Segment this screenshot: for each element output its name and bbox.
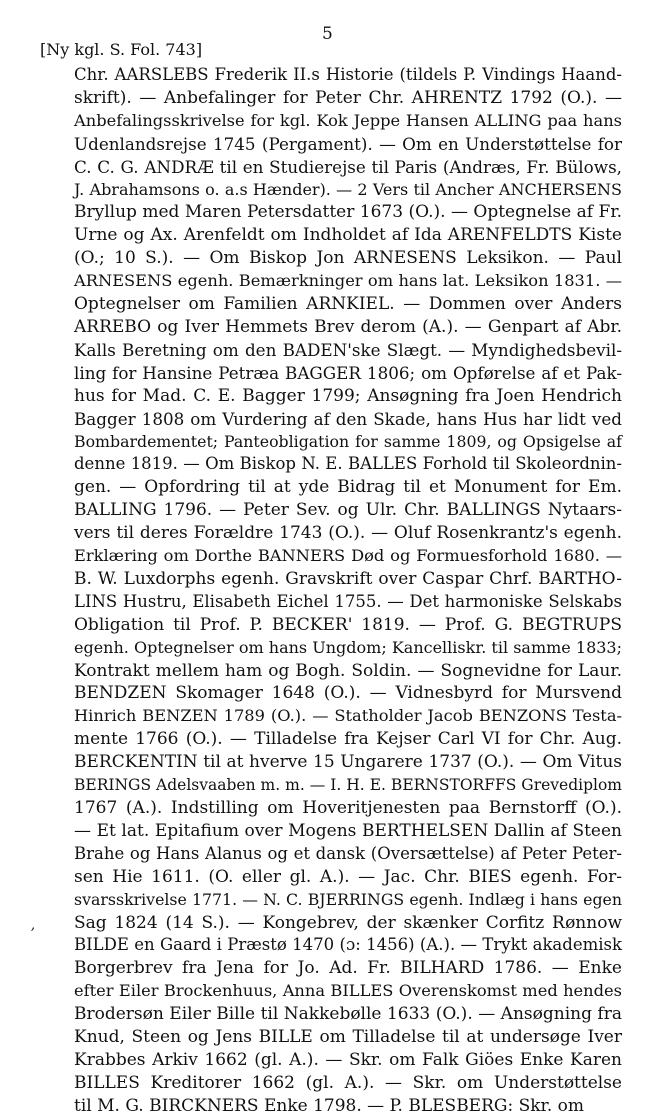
text-line: Bagger 1808 om Vurdering af den Skade, hans Hus har lidt ved (74, 408, 622, 429)
text-line: gen. — Opfordring til at yde Bidrag til et Monument for Em. (74, 477, 622, 498)
text-line: ARNESENS egenh. Bemærkninger om hans lat. Leksikon 1831. — (74, 271, 622, 291)
text-line: svarsskrivelse 1771. — N. C. BJERRINGS egenh. Indlæg i hans egen (74, 889, 622, 909)
text-line: Urne og Ax. Arenfeldt om Indholdet af Ida ARENFELDTS Kiste (74, 225, 622, 246)
text-line: sen Hie 1611. (O. eller gl. A.). — Jac. Chr. BIES egenh. For- (74, 866, 622, 887)
text-line: Anbefalingsskrivelse for kgl. Kok Jeppe Hansen ALLING paa hans (74, 110, 622, 130)
text-line: BERCKENTIN til at hverve 15 Ungarere 1737 (O.). — Om Vitus (74, 752, 622, 773)
text-line: Chr. AARSLEBS Frederik II.s Historie (tildels P. Vindings Haand- (74, 65, 622, 84)
text-line: til M. G. BIRCKNERS Enke 1798. — P. BLESBERG: Skr. om (74, 1095, 584, 1116)
text-line: BERINGS Adelsvaaben m. m. — I. H. E. BERNSTORFFS Grevediplom (74, 776, 622, 795)
text-line: Kontrakt mellem ham og Bogh. Soldin. — Sognevidne for Laur. (74, 660, 622, 681)
text-line: skrift). — Anbefalinger for Peter Chr. AHRENTZ 1792 (O.). — (74, 87, 622, 108)
body-text (74, 64, 622, 1118)
text-line: Udenlandsrejse 1745 (Pergament). — Om en Understøttelse for (74, 133, 622, 154)
text-line: Kalls Beretning om den BADEN'ske Slægt. — Myndighedsbevil- (74, 339, 622, 360)
text-line: BILLES Kreditorer 1662 (gl. A.). — Skr. om Understøttelse (74, 1072, 622, 1093)
text-line: (O.; 10 S.). — Om Biskop Jon ARNESENS Leksikon. — Paul (74, 248, 622, 269)
text-line: C. C. G. ANDRÆ til en Studierejse til Paris (Andræs, Fr. Bülows, (74, 156, 622, 177)
text-line: 1767 (A.). Indstilling om Hoveritjenesten paa Bernstorff (O.). (74, 798, 622, 818)
margin-mark: ʼ (30, 926, 35, 942)
text-line: ling for Hansine Petræa BAGGER 1806; om Opførelse af et Pak- (74, 362, 622, 383)
text-line: BALLING 1796. — Peter Sev. og Ulr. Chr. BALLINGS Nytaars- (74, 500, 622, 521)
text-line: denne 1819. — Om Biskop N. E. BALLES Forhold til Skoleordnin- (74, 454, 622, 474)
text-line: Brodersøn Eiler Bille til Nakkebølle 1633 (O.). — Ansøgning fra (74, 1004, 622, 1025)
text-line: BENDZEN Skomager 1648 (O.). — Vidnesbyrd for Mursvend (74, 683, 622, 704)
text-line: Erklæring om Dorthe BANNERS Død og Formuesforhold 1680. — (74, 546, 622, 566)
text-line: Krabbes Arkiv 1662 (gl. A.). — Skr. om Falk Giöes Enke Karen (74, 1049, 622, 1070)
text-line: Brahe og Hans Alanus og et dansk (Oversættelse) af Peter Peter- (74, 843, 622, 863)
text-line: egenh. Optegnelser om hans Ungdom; Kancelliskr. til samme 1833; (74, 637, 622, 657)
text-line: J. Abrahamsons o. a.s Hænder). — 2 Vers til Ancher ANCHERSENS (74, 179, 622, 199)
text-line: Obligation til Prof. P. BECKER' 1819. — Prof. G. BEGTRUPS (74, 614, 622, 635)
text-line: — Et lat. Epitafium over Mogens BERTHELSEN Dallin af Steen (74, 820, 622, 841)
text-line: Hinrich BENZEN 1789 (O.). — Statholder Jacob BENZONS Testa- (74, 706, 622, 726)
text-line: Bryllup med Maren Petersdatter 1673 (O.). — Optegnelse af Fr. (74, 202, 622, 223)
text-line: hus for Mad. C. E. Bagger 1799; Ansøgning fra Joen Hendrich (74, 385, 622, 406)
text-line: BILDE en Gaard i Præstø 1470 (ɔ: 1456) (A.). — Trykt akademisk (74, 935, 622, 955)
text-line: vers til deres Forældre 1743 (O.). — Oluf Rosenkrantz's egenh. (74, 523, 622, 544)
text-line: Bombardementet; Panteobligation for samme 1809, og Opsigelse af (74, 431, 622, 451)
page-number: 5 (322, 24, 333, 44)
text-line: Sag 1824 (14 S.). — Kongebrev, der skænker Corfitz Rønnow (74, 912, 622, 933)
text-line: B. W. Luxdorphs egenh. Gravskrift over Caspar Chrf. BARTHO- (74, 568, 622, 589)
text-line: Knud, Steen og Jens BILLE om Tilladelse til at undersøge Iver (74, 1027, 622, 1048)
text-line: efter Eiler Brockenhuus, Anna BILLES Overenskomst med hendes (74, 981, 622, 1001)
text-line: LINS Hustru, Elisabeth Eichel 1755. — Det harmoniske Selskabs (74, 591, 622, 611)
text-line: Borgerbrev fra Jena for Jo. Ad. Fr. BILHARD 1786. — Enke (74, 958, 622, 979)
text-line: ARREBO og Iver Hemmets Brev derom (A.). — Genpart af Abr. (74, 316, 622, 337)
text-line: mente 1766 (O.). — Tilladelse fra Kejser Carl VI for Chr. Aug. (74, 729, 622, 750)
text-line: Optegnelser om Familien ARNKIEL. — Dommen over Anders (74, 294, 622, 315)
shelfmark: [Ny kgl. S. Fol. 743] (40, 40, 203, 59)
